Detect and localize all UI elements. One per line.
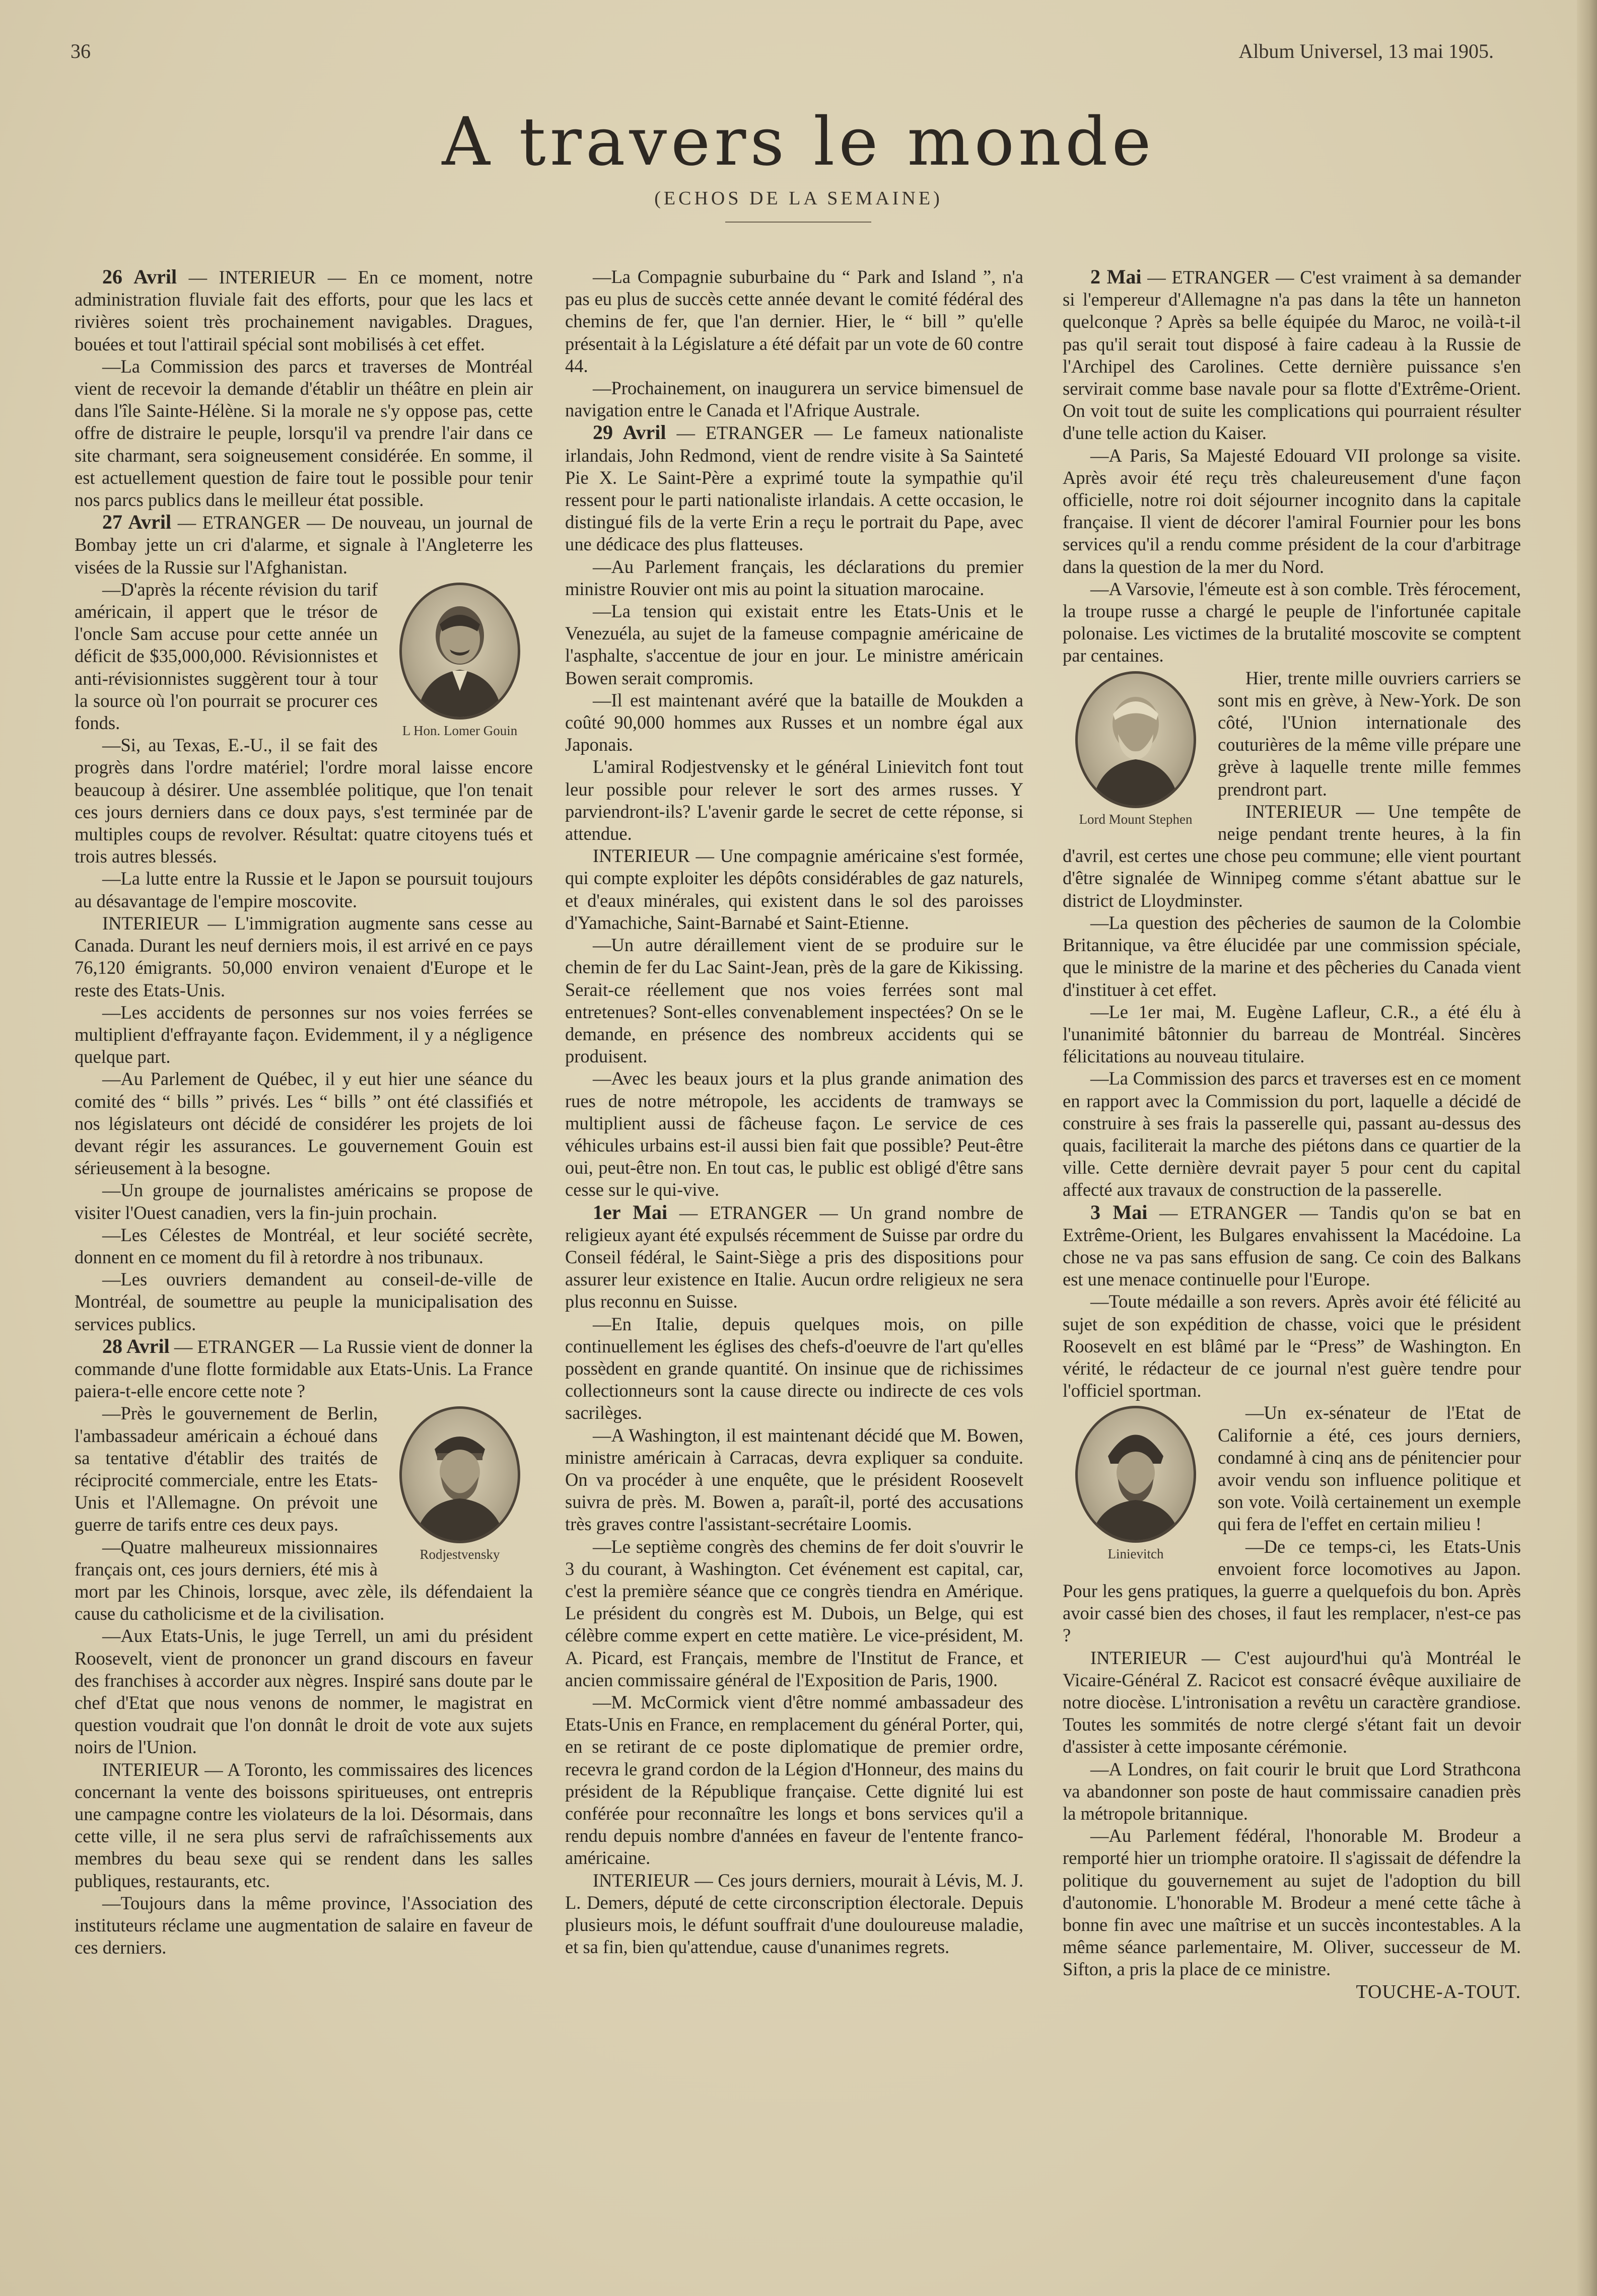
date-heading: 28 Avril [102, 1334, 170, 1357]
article-paragraph: —Toujours dans la même province, l'Association des instituteurs réclame une augmentation de salaire en faveur de ces derniers. [75, 1892, 533, 1958]
article-paragraph: —Un ex-sénateur de l'Etat de Californie a été, ces jours derniers, condamné à cinq ans de pénitencier pour avoir vendu son influence politique et son vote. Voilà certainement un exemple qui fera de l'effet en certain milieu ! [1218, 1402, 1521, 1535]
article-paragraph: —La Compagnie suburbaine du “ Park and Island ”, n'a pas eu plus de succès cette année devant le comité fédéral des chemins de fer, que l'an dernier. Hier, le “ bill ” qu'elle présentait à la Législature a été défait par un vote de 60 contre 44. [565, 266, 1023, 376]
article-paragraph: —Au Parlement de Québec, il y eut hier une séance du comité des “ bills ” privés. Les “ bills ” ont été classifiés et nos législateurs ont décidé de considérer les projets de loi devant régir les assurances. Le gouvernement Gouin est sérieusement à la besogne. [75, 1068, 533, 1179]
column-3 [1063, 266, 1521, 2250]
man-portrait-icon [402, 585, 518, 717]
paragraph-text: — ETRANGER — C'est vraiment à sa demander si l'empereur d'Allemagne n'a pas dans la tête un hanneton quelconque ? Après sa belle équipée du Maroc, ne voilà-t-il pas qu'il serait tout disposé à faire cadeau à la Russie de l'Archipel des Carolines. Cette dernière puissance s'en servirait comme base navale pour sa flotte d'Extrême-Orient. On voit tout de suite les complications qui pourraient résulter d'une telle action du Kaiser. [1063, 267, 1521, 444]
author-signature: TOUCHE-A-TOUT. [1356, 1981, 1521, 2002]
paragraph-text: — INTERIEUR — En ce moment, notre administration fluviale fait des efforts, pour que les lacs et rivières soient très prochainement navigables. Dragues, bouées et tout l'attirail spécial sont mobilisés à cet effet. [75, 267, 533, 354]
date-heading: 26 Avril [102, 266, 177, 288]
article-paragraph: —M. McCormick vient d'être nommé ambassadeur des Etats-Unis en France, en remplacement du général Porter, qui, en se retirant de ce poste diplomatique de premier ordre, recevra le grand cordon de la Légion d'Honneur, des mains du président de la République française. Cette dignité lui est conférée pour reconnaître les longs et bons services qu'il a rendu depuis nombre d'années en faveur de l'entente franco-américaine. [565, 1692, 1023, 1869]
article-paragraph: —A Londres, on fait courir le bruit que Lord Strathcona va abandonner son poste de haut commissaire canadien près la métropole britannique. [1063, 1758, 1521, 1824]
page-subtitle: (ECHOS DE LA SEMAINE) [654, 188, 943, 209]
article-paragraph: —Quatre malheureux missionnaires français ont, ces jours derniers, été mis à mort par les Chinois, lorsque, avec zèle, ils défendaient la cause du catholicisme et de la civilisation. [75, 1536, 533, 1624]
article-paragraph [75, 266, 533, 355]
paragraph-text: — ETRANGER — De nouveau, un journal de Bombay jette un cri d'alarme, et signale à l'Angleterre les visées de la Russie sur l'Afghanistan. [75, 512, 533, 578]
date-heading: 27 Avril [102, 511, 172, 534]
article-paragraph: —La lutte entre la Russie et le Japon se poursuit toujours au désavantage de l'empire moscovite. [75, 868, 533, 911]
article-paragraph: —Les ouvriers demandent au conseil-de-ville de Montréal, de soumettre au peuple la municipalisation des services publics. [75, 1269, 533, 1334]
article-paragraph [1063, 1201, 1521, 1291]
article-paragraph: —D'après la récente révision du tarif américain, il appert que le trésor de l'oncle Sam accuse pour cette année un déficit de $35,000,000. Révisionnistes et anti-révisionnistes suggèrent tour à tour la source où l'on pourrait se procurer ces fonds. [75, 579, 378, 734]
article-paragraph: INTERIEUR — L'immigration augmente sans cesse au Canada. Durant les neuf derniers mois, il est arrivé en ce pays 76,120 émigrants. 50,000 environ venaient d'Europe et le reste des Etats-Unis. [75, 912, 533, 1000]
article-paragraph: INTERIEUR — Une tempête de neige pendant trente heures, à la fin d'avril, est certes une chose peu commune; elle vient pourtant d'être signalée de Winnipeg comme s'étant abattue sur le district de Lloydminster. [1063, 801, 1521, 911]
publication-line: Album Universel, 13 mai 1905. [1238, 40, 1494, 62]
article-paragraph [75, 511, 533, 579]
article-paragraph: Hier, trente mille ouvriers carriers se sont mis en grève, à New-York. De son côté, l'Union internationale des couturières de la même ville prépare une grève à laquelle trente mille femmes prendront part. [1218, 667, 1521, 800]
column-2 [565, 266, 1023, 2250]
paragraph-text: — ETRANGER — Un grand nombre de religieux ayant été expulsés récemment de Suisse par ordre du Conseil fédéral, le Saint-Siège a pris des dispositions pour assurer leur existence en Italie. Aucun ordre religieux ne sera plus reconnu en Suisse. [565, 1202, 1023, 1312]
portrait-gouin [387, 583, 533, 739]
article-paragraph: —Si, au Texas, E.-U., il se fait des progrès dans l'ordre matériel; l'ordre moral laisse encore beaucoup à désirer. Une assemblée politique, que l'on tenait ces jours derniers dans ce doux pays, s'est terminée par de multiples coups de revolver. Résultat: quatre citoyens tués et trois autres blessés. [75, 735, 533, 867]
article-paragraph: —Toute médaille a son revers. Après avoir été félicité au sujet de son expédition de chasse, voici que le président Roosevelt en est blâmé par le “Press” de Washington. En vérité, le rédacteur de ce journal n'est guère tendre pour l'officiel sportman. [1063, 1291, 1521, 1401]
date-heading: 3 Mai [1090, 1200, 1148, 1224]
portrait-linievitch [1063, 1406, 1209, 1562]
paragraph-text: — ETRANGER — La Russie vient de donner la commande d'une flotte formidable aux Etats-Unis. La France paiera-t-elle encore cette note ? [75, 1336, 533, 1402]
article-paragraph: INTERIEUR — Ces jours derniers, mourait à Lévis, M. J. L. Demers, député de cette circonscription électorale. Depuis plusieurs mois, le défunt souffrait d'une douloureuse maladie, et sa fin, bien qu'attendue, cause d'unanimes regrets. [565, 1870, 1023, 1958]
portrait-caption: L Hon. Lomer Gouin [402, 723, 518, 738]
portrait-image [1075, 671, 1196, 808]
article-paragraph: —A Washington, il est maintenant décidé que M. Bowen, ministre américain à Carracas, devra expliquer sa conduite. On va procéder à une enquête, que le président Roosevelt suivra de près. M. Bowen a, paraît-il, porté des accusations très graves contre l'assistant-secrétaire Loomis. [565, 1424, 1023, 1535]
article-paragraph: INTERIEUR — A Toronto, les commissaires des licences concernant la vente des boissons spiritueuses, ont entrepris une campagne contre les violateurs de la loi. Désormais, dans cette ville, il ne sera plus servi de rafraîchissements aux membres du beau sexe qui se rendent dans les salles publiques, restaurants, etc. [75, 1759, 533, 1891]
article-paragraph: INTERIEUR — Une compagnie américaine s'est formée, qui compte exploiter les dépôts considérables de gaz naturels, et d'eaux minérales, qui existent dans le sol des paroisses d'Yamachiche, Saint-Barnabé et Saint-Etienne. [565, 845, 1023, 933]
date-heading: 29 Avril [593, 421, 666, 444]
paragraph-text: — ETRANGER — Le fameux nationaliste irlandais, John Redmond, vient de rendre visite à Sa Sainteté Pie X. Le Saint-Père a exprimé toute la sympathie qu'il ressent pour le parti nationaliste irlandais. A cette occasion, le distingué fils de la verte Erin a reçu le portrait du Pape, avec une dédicace des plus flatteuses. [565, 422, 1023, 555]
binding-spine [1577, 0, 1597, 2296]
article-paragraph: —En Italie, depuis quelques mois, on pille continuellement les églises des chefs-d'oeuvre de l'art qu'elles possèdent en grande quantité. On insinue que de richissimes collectionneurs sont la cause directe ou indirecte de ces vols sacrilèges. [565, 1313, 1023, 1423]
date-heading: 2 Mai [1090, 266, 1142, 288]
running-head [71, 39, 1494, 75]
article-paragraph: —Près le gouvernement de Berlin, l'ambassadeur américain a échoué dans sa tentative d'établir des traités de réciprocité commerciale, entre les Etats-Unis et l'Allemagne. On prévoit une guerre de tarifs entre ces deux pays. [75, 1403, 378, 1535]
date-heading: 1er Mai [593, 1200, 668, 1224]
article-paragraph: —Avec les beaux jours et la plus grande animation des rues de notre métropole, les accidents de tramways se multiplient aussi de fâcheuse façon. Le service de ces véhicules urbains est-il aussi bien fait que possible? Peut-être oui, peut-être non. En tout cas, le public est obligé d'être sans cesse sur le qui-vive. [565, 1068, 1023, 1200]
portrait-rodjestvensky [387, 1406, 533, 1562]
article-paragraph: —La question des pêcheries de saumon de la Colombie Britannique, va être élucidée par une commission spéciale, que le ministre de la marine et des pêcheries du Canada vient d'instituer à cet effet. [1063, 912, 1521, 1000]
article-paragraph: —Au Parlement français, les déclarations du premier ministre Rouvier ont mis au point la situation marocaine. [565, 556, 1023, 599]
article-paragraph: —Les Célestes de Montréal, et leur société secrète, donnent en ce moment du fil à retordre à nos tribunaux. [75, 1224, 533, 1267]
article-paragraph: —A Varsovie, l'émeute est à son comble. Très férocement, la troupe russe a chargé le peuple de l'infortunée capitale polonaise. Les victimes de la brutalité moscovite se comptent par centaines. [1063, 578, 1521, 666]
portrait-caption: Linievitch [1107, 1546, 1164, 1562]
portrait-stephen [1063, 671, 1209, 827]
article-paragraph: —Il est maintenant avéré que la bataille de Moukden a coûté 90,000 hommes aux Russes et un nombre égal aux Japonais. [565, 689, 1023, 755]
article-paragraph [75, 1335, 533, 1403]
article-paragraph [1063, 266, 1521, 445]
article-paragraph: —Les accidents de personnes sur nos voies ferrées se multiplient d'effrayante façon. Evidemment, il y a négligence quelque part. [75, 1001, 533, 1067]
article-paragraph: —Un autre déraillement vient de se produire sur le chemin de fer du Lac Saint-Jean, près de la gare de Kikissing. Serait-ce réellement que nos voies ferrées sont mal entretenues? Sont-elles convenablement inspectées? On se le demande, en présence des nombreux accidents qui se produisent. [565, 935, 1023, 1067]
article-paragraph: L'amiral Rodjestvensky et le général Linievitch font tout leur possible pour relever le sort des armes russes. Y parviendront-ils? L'avenir garde le secret de cette réponse, si attendue. [565, 756, 1023, 844]
article-paragraph: —La Commission des parcs et traverses est en ce moment en rapport avec la Commission du port, laquelle a décidé de construire à ses frais la passerelle qui, passant au-dessus des quais, faciliterait la marche des piétons dans ce quartier de la ville. Cette dernière devrait payer 5 pour cent du capital affecté aux travaux de construction de la passerelle. [1063, 1068, 1521, 1200]
article-paragraph: —Le 1er mai, M. Eugène Lafleur, C.R., a été élu à l'unanimité bâtonnier du barreau de Montréal. Sincères félicitations au nouveau titulaire. [1063, 1001, 1521, 1067]
article-paragraph: —Au Parlement fédéral, l'honorable M. Brodeur a remporté hier un triomphe oratoire. Il s'agissait de défendre la politique du gouvernement au sujet de l'adoption du bill d'autonomie. L'honorable M. Brodeur a mené cette tâche à bonne fin avec une maîtrise et un succès incontestables. A la même séance parlementaire, M. Oliver, successeur de M. Sifton, a pris la place de ce ministre. [1063, 1825, 1521, 1980]
column-1 [75, 266, 533, 2250]
portrait-caption: Lord Mount Stephen [1079, 811, 1193, 827]
article-paragraph [565, 421, 1023, 555]
article-paragraph: —Un groupe de journalistes américains se propose de visiter l'Ouest canadien, vers la fin-juin prochain. [75, 1180, 533, 1223]
article-paragraph: INTERIEUR — C'est aujourd'hui qu'à Montréal le Vicaire-Général Z. Racicot est consacré évêque auxiliaire de notre diocèse. L'intronisation a revêtu un caractère grandiose. Toutes les sommités de notre clergé s'étant fait un devoir d'assister à cette imposante cérémonie. [1063, 1647, 1521, 1757]
portrait-image [399, 583, 520, 720]
article-paragraph: —A Paris, Sa Majesté Edouard VII prolonge sa visite. Après avoir été reçu très chaleureusement d'une façon officielle, notre roi doit séjourner incognito dans la capitale française. Il vient de décorer l'amiral Fournier pour les bons services qu'il a rendu comme président de la cour d'arbitrage dans la question de la mer du Nord. [1063, 445, 1521, 577]
title-rule [725, 222, 871, 223]
article-paragraph: —Le septième congrès des chemins de fer doit s'ouvrir le 3 du courant, à Washington. Cet événement est capital, car, c'est la première séance que ce congrès tiendra en Amérique. Le président du congrès est M. Dubois, un Belge, qui est célèbre comme expert en cette matière. Le vice-président, M. A. Picard, est Français, membre de l'Institut de France, et ancien commissaire général de l'Exposition de Paris, 1900. [565, 1536, 1023, 1690]
article-paragraph: —La tension qui existait entre les Etats-Unis et le Venezuéla, au sujet de la fameuse compagnie américaine de l'asphalte, s'accentue de jour en jour. Le ministre américain Bowen serait compromis. [565, 601, 1023, 688]
page-title: A travers le monde [442, 103, 1155, 181]
article-paragraph: —Aux Etats-Unis, le juge Terrell, un ami du président Roosevelt, vient de prononcer un grand discours en faveur des franchises à accorder aux nègres. Inspiré sans doute par le chef d'Etat que nous venons de nommer, le magistrat en question voudrait que l'on donnât le droit de vote aux sujets noirs de l'Union. [75, 1625, 533, 1758]
portrait-image [1075, 1406, 1196, 1543]
paragraph-text: — ETRANGER — Tandis qu'on se bat en Extrême-Orient, les Bulgares envahissent la Macédoine. La chose ne va pas sans effusion de sang. Ce coin des Balkans est une menace continuelle pour l'Europe. [1063, 1202, 1521, 1290]
general-portrait-icon [1078, 1408, 1194, 1540]
page-number: 36 [71, 40, 91, 62]
article-paragraph: —La Commission des parcs et traverses de Montréal vient de recevoir la demande d'établir un théâtre en plein air dans l'île Sainte-Hélène. Si la morale ne s'y oppose pas, cette offre de distraire le peuple, lorsqu'il va prendre l'air dans ce site charmant, sera soigneusement considérée. En somme, il est actuellement question de faire tout le possible pour tenir nos parcs publics dans le meilleur état possible. [75, 355, 533, 511]
article-paragraph: —De ce temps-ci, les Etats-Unis envoient force locomotives au Japon. Pour les gens pratiques, la guerre a quelquefois du bon. Après avoir cassé bien des choses, il faut les remplacer, n'est-ce pas ? [1063, 1536, 1521, 1646]
portrait-caption: Rodjestvensky [420, 1547, 500, 1562]
portrait-image [399, 1406, 520, 1543]
admiral-portrait-icon [402, 1409, 518, 1541]
man-portrait-icon [1078, 674, 1194, 806]
article-paragraph [565, 1201, 1023, 1313]
article-paragraph: —Prochainement, on inaugurera un service bimensuel de navigation entre le Canada et l'Afrique Australe. [565, 378, 1023, 421]
